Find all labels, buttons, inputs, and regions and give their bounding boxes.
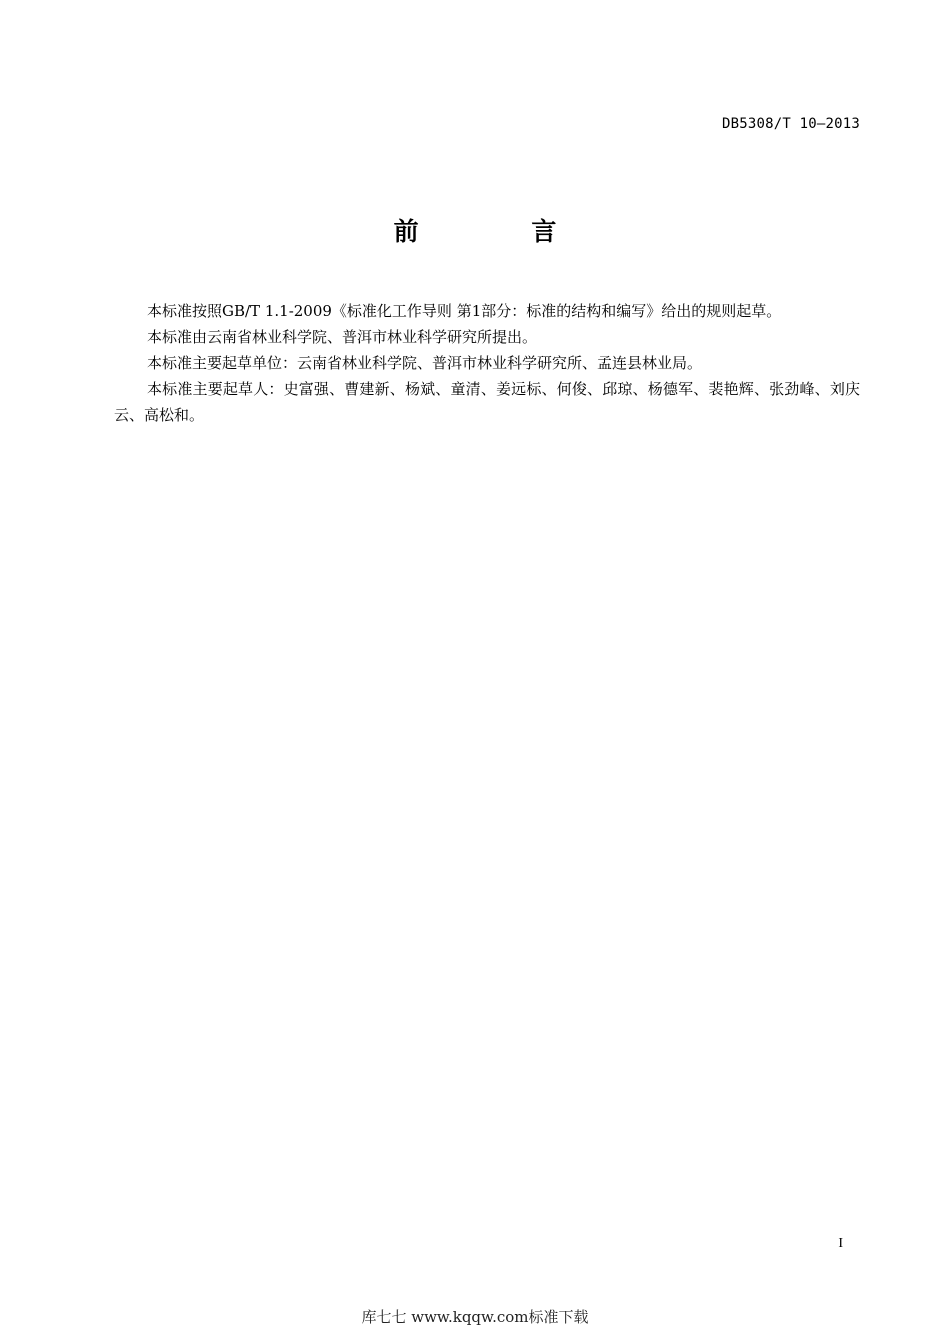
- document-code: DB5308/T 10—2013: [721, 116, 860, 132]
- paragraph-drafters: 本标准主要起草人：史富强、曹建新、杨斌、童清、姜远标、何俊、邱琼、杨德军、裴艳辉、张劲峰、刘庆云、高松和。: [114, 380, 860, 424]
- page-title: 前 言: [393, 217, 609, 246]
- footer-watermark: 库七七 www.kqqw.com标准下载: [361, 1308, 589, 1326]
- paragraph-drafting-rules: 本标准按照GB/T 1.1-2009《标准化工作导则 第1部分：标准的结构和编写》给出的规则起草。: [147, 302, 782, 320]
- page-number: I: [838, 1236, 843, 1251]
- paragraph-proposer: 本标准由云南省林业科学院、普洱市林业科学研究所提出。: [147, 328, 538, 346]
- paragraph-drafting-units: 本标准主要起草单位：云南省林业科学院、普洱市林业科学研究所、孟连县林业局。: [147, 354, 703, 372]
- foreword-body: [114, 298, 860, 428]
